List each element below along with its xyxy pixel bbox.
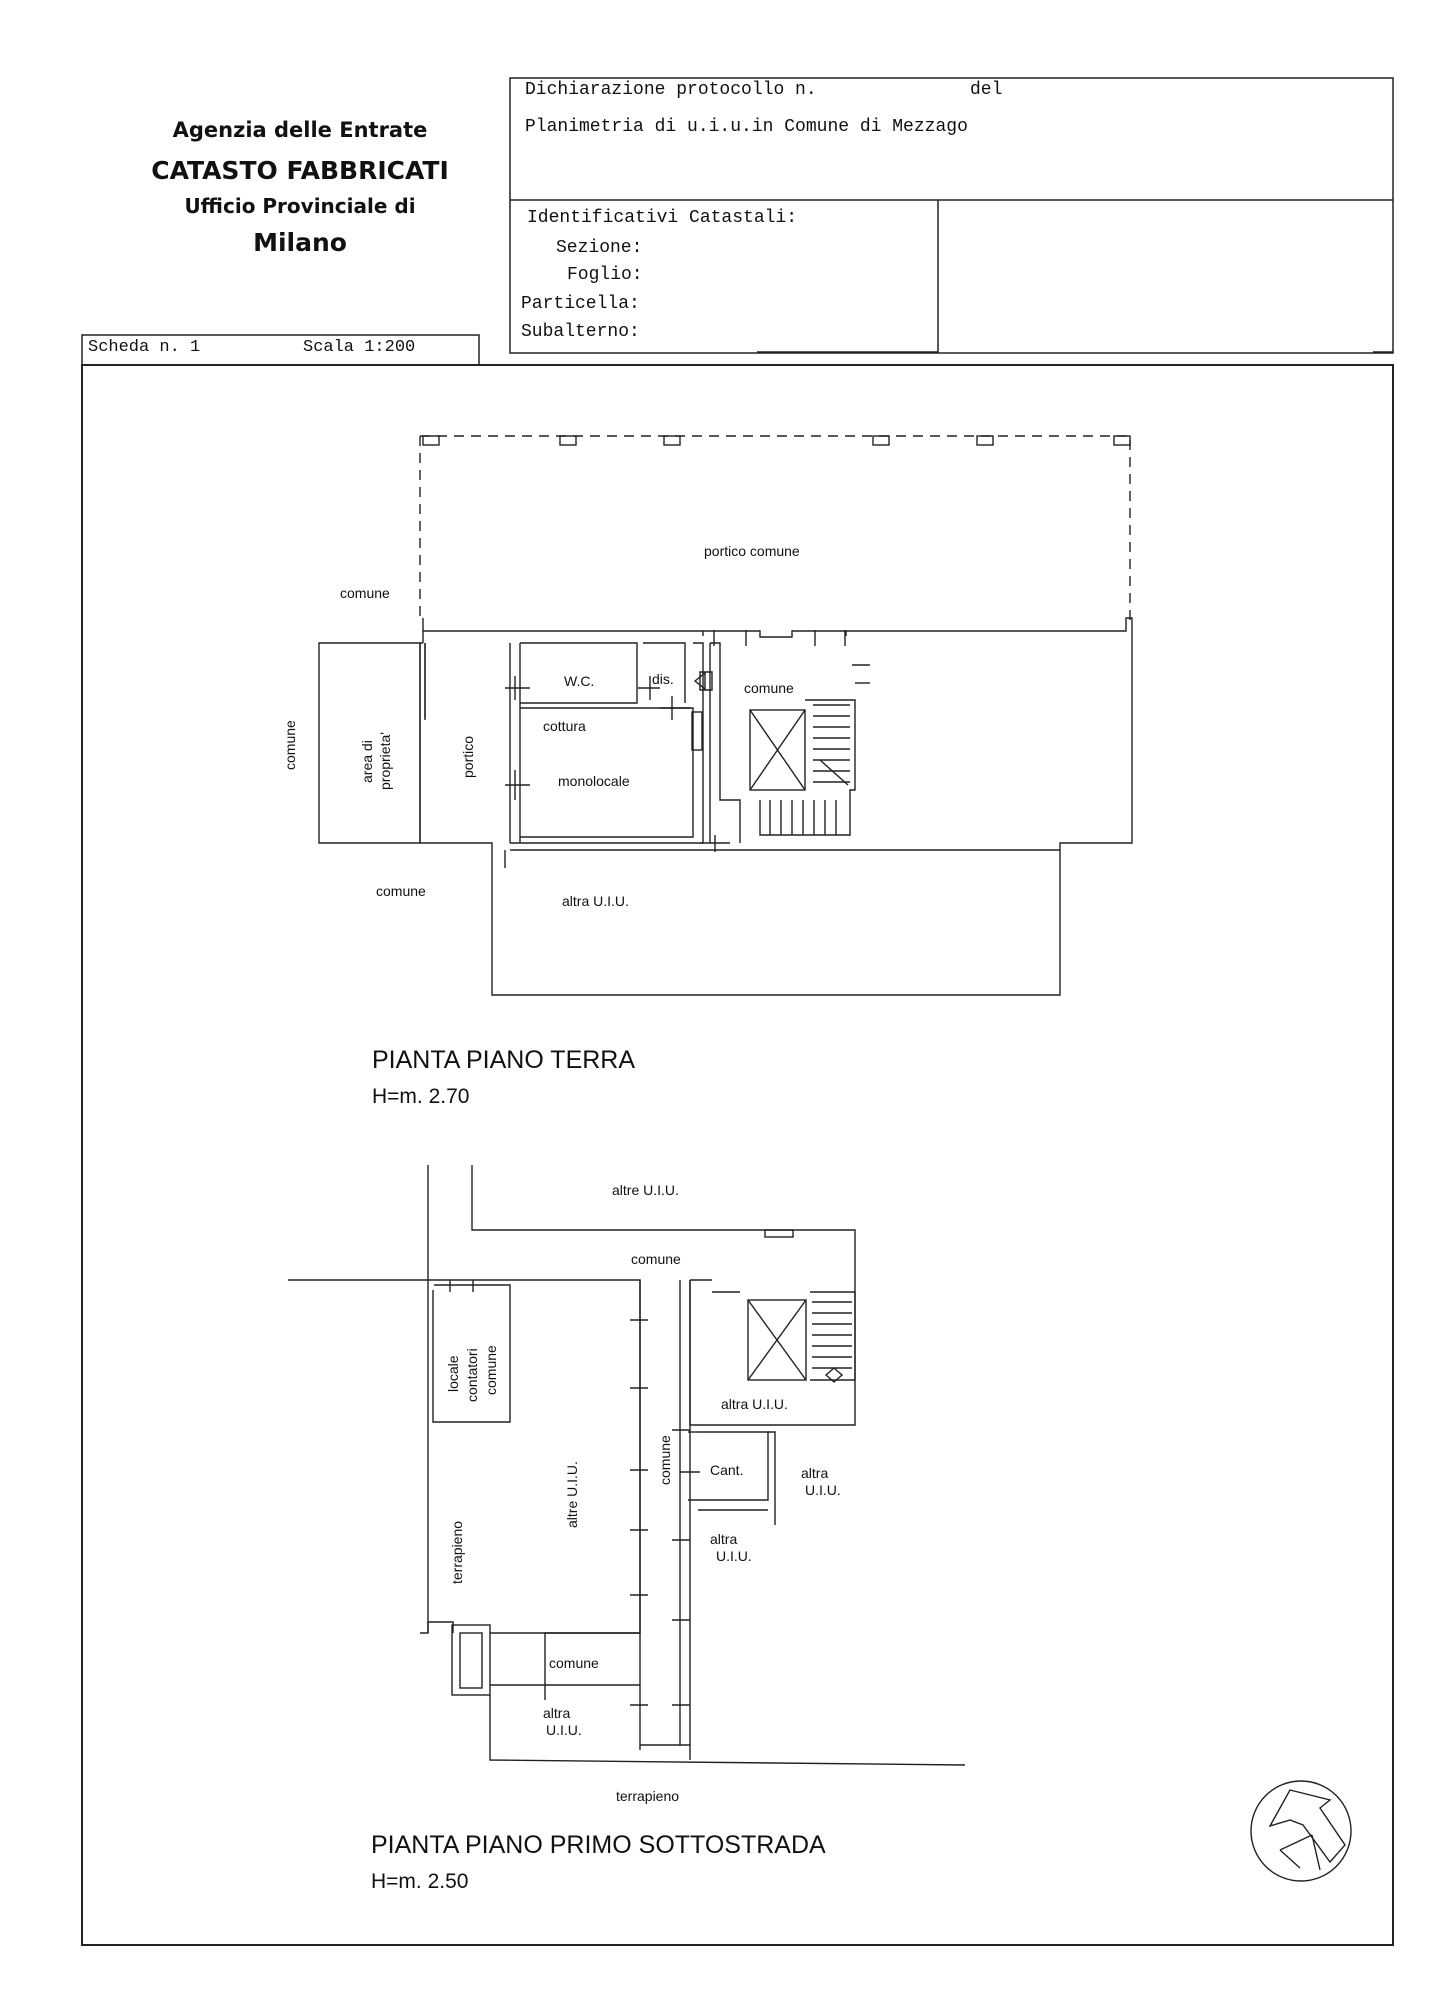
plan-municipality: Planimetria di u.i.u.in Comune di Mezzago xyxy=(525,117,968,137)
catasto-title: CATASTO FABBRICATI xyxy=(151,156,449,185)
label-portico: portico xyxy=(460,735,476,778)
label-wc: W.C. xyxy=(564,673,595,689)
basement-floor-height: H=m. 2.50 xyxy=(371,1870,469,1893)
label-comune-bottom: comune xyxy=(376,883,426,899)
label-contatori: contatori xyxy=(464,1348,480,1402)
label-dis: dis. xyxy=(652,671,674,687)
label-altra-right-1: altra xyxy=(801,1465,829,1481)
office-label: Ufficio Provinciale di xyxy=(184,194,416,218)
label-altra-right-2: U.I.U. xyxy=(805,1482,841,1498)
ground-floor-title: PIANTA PIANO TERRA xyxy=(372,1046,636,1074)
label-altra-uiu: altra U.I.U. xyxy=(562,893,629,909)
north-arrow-icon xyxy=(1251,1781,1351,1881)
scheda-scale: Scala 1:200 xyxy=(303,338,416,357)
basement-floor-plan xyxy=(288,1165,965,1765)
label-altre-uiu-top: altre U.I.U. xyxy=(612,1182,679,1198)
label-cottura: cottura xyxy=(543,718,586,734)
scheda-box xyxy=(82,335,479,365)
subalterno-label: Subalterno: xyxy=(521,322,640,342)
particella-label: Particella: xyxy=(521,294,640,314)
label-altre-uiu-vertical: altre U.I.U. xyxy=(564,1461,580,1528)
label-area-line2: proprieta' xyxy=(377,732,393,790)
label-altra-bottom-1: altra xyxy=(543,1705,571,1721)
label-comune-left: comune xyxy=(282,720,298,770)
scheda-number: Scheda n. 1 xyxy=(88,338,201,357)
ground-floor-height: H=m. 2.70 xyxy=(372,1085,470,1108)
label-comune-bottom-b: comune xyxy=(549,1655,599,1671)
basement-floor-title: PIANTA PIANO PRIMO SOTTOSTRADA xyxy=(371,1831,826,1859)
label-altra-mid-1: altra xyxy=(710,1531,738,1547)
sezione-label: Sezione: xyxy=(556,238,643,258)
foglio-label: Foglio: xyxy=(567,265,643,285)
label-comune-vertical: comune xyxy=(657,1435,673,1485)
identifiers-title: Identificativi Catastali: xyxy=(527,208,798,228)
label-comune-stairs: comune xyxy=(744,680,794,696)
label-terrapieno-left: terrapieno xyxy=(449,1520,465,1584)
ground-floor-plan xyxy=(319,436,1132,995)
label-portico-comune: portico comune xyxy=(704,543,800,559)
office-city: Milano xyxy=(253,228,347,257)
header-box xyxy=(510,78,1393,353)
label-cant: Cant. xyxy=(710,1462,744,1478)
label-altra-uiu-mid: altra U.I.U. xyxy=(721,1396,788,1412)
north-letter: N xyxy=(1287,1872,1288,1873)
main-frame xyxy=(82,365,1393,1945)
label-terrapieno-bottom: terrapieno xyxy=(616,1788,680,1804)
label-comune-locale: comune xyxy=(483,1345,499,1395)
label-altra-bottom-2: U.I.U. xyxy=(546,1722,582,1738)
label-altra-mid-2: U.I.U. xyxy=(716,1548,752,1564)
agency-name: Agenzia delle Entrate xyxy=(172,118,428,142)
label-locale: locale xyxy=(445,1355,461,1392)
declaration-label: Dichiarazione protocollo n. xyxy=(525,80,817,100)
date-label: del xyxy=(970,80,1003,100)
label-area-line1: area di xyxy=(359,740,375,783)
label-comune-top-b: comune xyxy=(631,1251,681,1267)
label-comune-top: comune xyxy=(340,585,390,601)
label-monolocale: monolocale xyxy=(558,773,630,789)
